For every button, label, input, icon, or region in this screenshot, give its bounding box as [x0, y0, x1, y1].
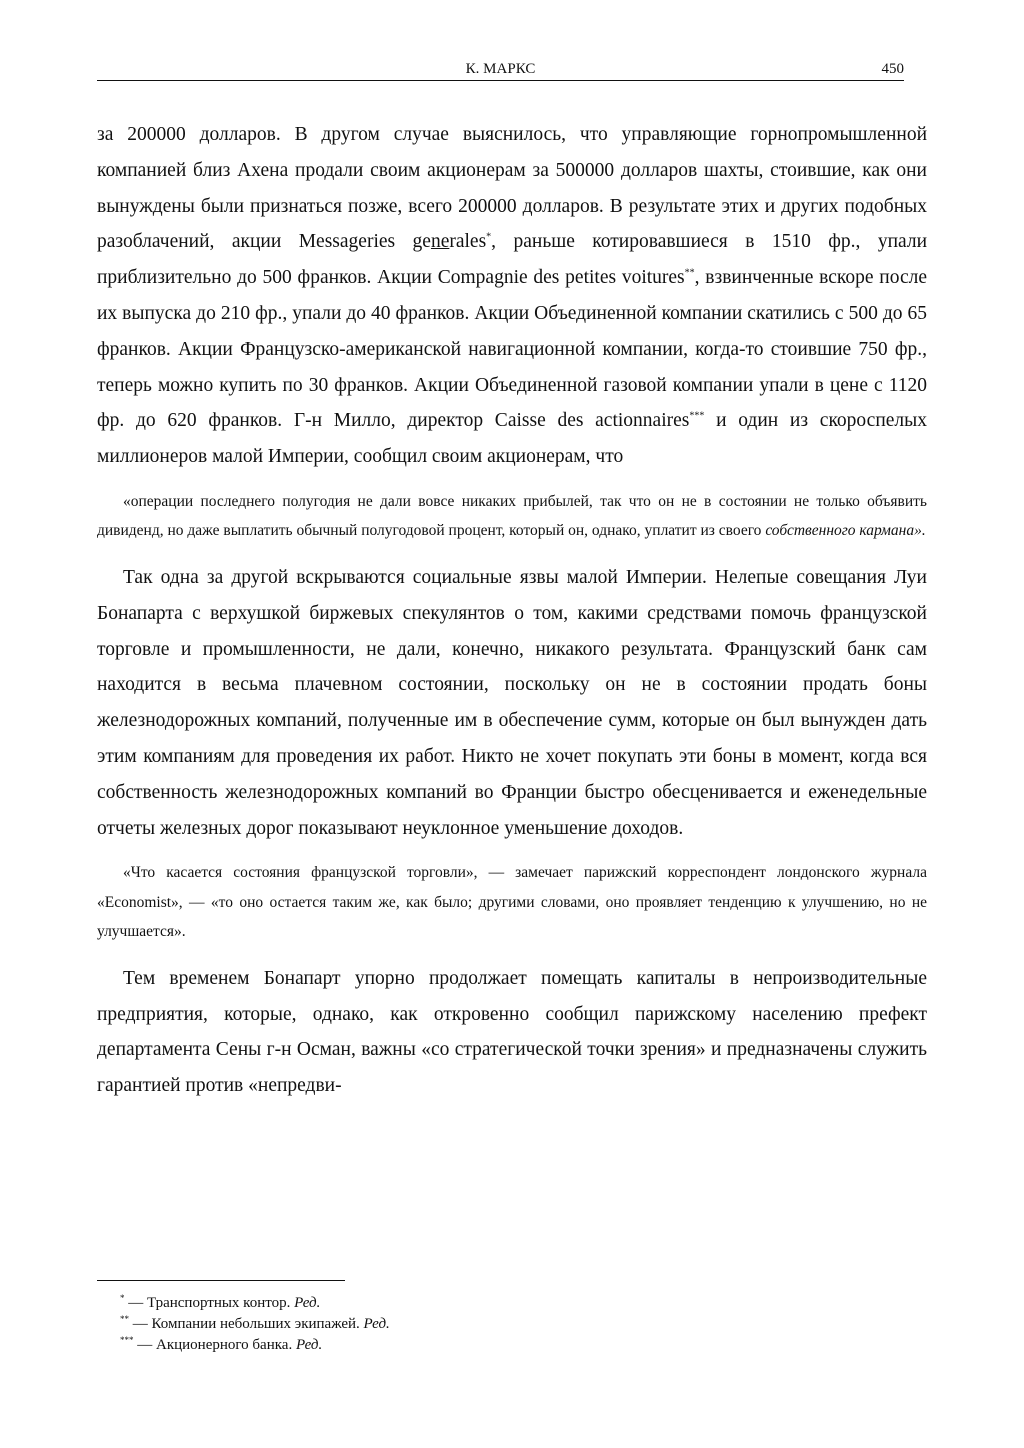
paragraph-1: за 200000 долларов. В другом случае выяснилось, что управляющие горнопромышленной компанией близ Ахена продали своим акционерам за 500000 долларов шахты, стоившие, как они вынуждены были признаться позже, всего 200000 долларов. В результате этих и других подобных разоблачений, акции Messageries generales*, раньше котировавшиеся в 1510 фр., упали приблизительно до 500 франков. Акции Compagnie des petites voitures**, взвинченные вскоре после их выпуска до 210 фр., упали до 40 франков. Акции Объединенной компании скатились с 500 до 65 франков. Акции Французско-американской навигационной компании, когда-то стоившие 750 фр., теперь можно купить по 30 франков. Акции Объединенной газовой компании упали в цене с 1120 фр. до 620 франков. Г-н Милло, директор Caisse des actionnaires*** и один из скороспелых миллионеров малой Империи, сообщил своим акционерам, что — [97, 124, 928, 468]
footnote-ref-3: *** — [689, 410, 705, 422]
running-title: К. МАРКС — [465, 61, 536, 77]
paragraph-3: Тем временем Бонапарт упорно продолжает помещать капиталы в непроизводительные предприятия, которые, однако, как откровенно сообщил парижскому населению префект департамента Сены г-н Осман, важны «со стратегической точки зрения» и предназначены служить гарантией против «непредви- — [97, 967, 927, 1097]
footnote-3: *** — Акционерного банка. Ред. — [120, 1335, 323, 1353]
paragraph-2: Так одна за другой вскрываются социальные язвы малой Империи. Нелепые совещания Луи Бонапарта с верхушкой биржевых спекулянтов о том, какими средствами помочь французской торговле и промышленности, не дали, конечно, никакого результата. Французский банк сам находится в весьма плачевном состоянии, поскольку он не в состоянии продать боны железнодорожных компаний, полученные им в обеспечение сумм, которые он был вынужден дать этим компаниям для проведения их работ. Никто не хочет покупать эти боны в момент, когда вся собственность железнодорожных компаний во Франции быстро обесценивается и еженедельные отчеты железных дорог показывают неуклонное уменьшение доходов. — [97, 566, 927, 839]
quote-emphasis: собственного кармана». — [765, 522, 926, 540]
block-quote-1: «операции последнего полугодия не дали вовсе никаких прибылей, так что он не в состоянии не только объявить дивиденд, но даже выплатить обычный полугодовой процент, который он, однако, уплатит из своего собственного кармана». — [97, 492, 927, 540]
footnote-separator — [97, 1280, 345, 1281]
body-text — [97, 117, 927, 1104]
footnote-ref-1: * — [486, 231, 492, 243]
footnote-1: * — Транспортных контор. Ред. — [120, 1293, 321, 1311]
footnote-ref-2: ** — [684, 267, 695, 279]
page-header — [97, 60, 904, 81]
footnote-2: ** — Компании небольших экипажей. Ред. — [120, 1314, 390, 1332]
block-quote-2: «Что касается состояния французской торговли», — замечает парижский корреспондент лондонского журнала «Economist», — «то оно остается таким же, как было; другими словами, оно проявляет тенденцию к улучшению, но не улучшается». — [97, 864, 927, 941]
page-number: 450 — [881, 61, 904, 77]
footnotes — [120, 1293, 390, 1356]
